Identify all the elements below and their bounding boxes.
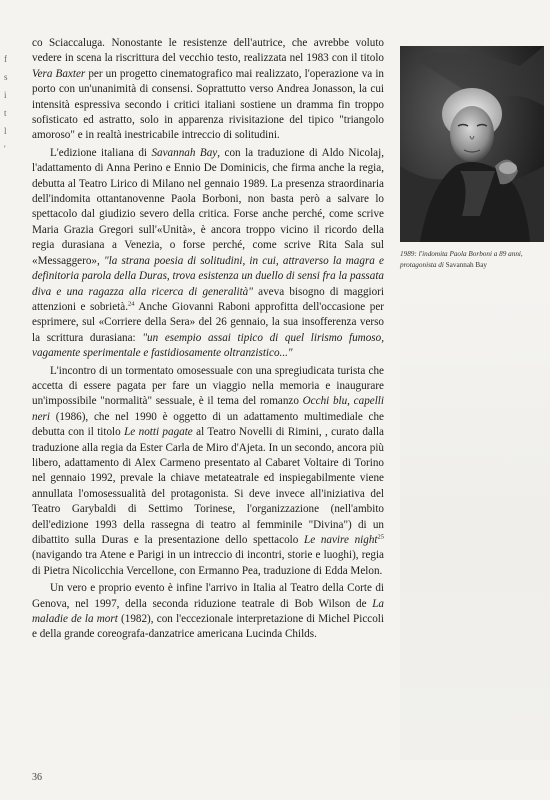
italic-run: Occhi blu, capelli neri [32, 395, 384, 423]
paragraph-p3 [32, 364, 384, 580]
margin-letter: i [4, 90, 7, 100]
paragraph-p2 [32, 146, 384, 362]
text-run: per un progetto cinematografico mai realizzato, l'operazione va in porto con un'unanimità di consensi. Soprattutto verso Andrea Jonasson, la cui intensità espressiva secondo i critici italiani sostiene un dramma fin troppo sofisticato ed astratto, solo in apparenza rivisitazione del tipico "triangolo amoroso" e in realtà inestricabile intreccio di solitudini. [32, 67, 384, 142]
italic-run: "un esempio assai tipico di quel lirismo fumoso, vagamente sperimentale e fastidiosamente oltranzistico..." [32, 331, 384, 360]
margin-letters [4, 50, 16, 158]
right-margin-blank [400, 290, 550, 760]
margin-letter: t [4, 108, 7, 118]
margin-letter: f [4, 54, 7, 64]
text-run: (1982), con l'eccezionale interpretazione di Michel Piccoli e della grande coreografa-danzatrice americana Lucinda Childs. [32, 613, 384, 641]
paragraph-p1 [32, 36, 384, 144]
text-run: al Teatro Novelli di Rimini, , curato dalla traduzione alla regia da Ester Carla de Miro d'Ajeta. In un secondo, ancora più libero, adattamento di Alex Carmeno presentato al Cabaret Voltaire di Torino nel gennaio 1992, prevale la chiave metateatrale ed inspiegabilmente viene annullata l'omosessualità del protagonista. Si deve invece all'iniziativa del Teatro Garybaldi di Settimo Torinese, l'organizzazione (nell'ambito dell'edizione 1993 della rassegna di teatro al femminile "Divina") di un dibattito sulla Duras e la presentazione dello spettacolo [32, 426, 384, 546]
text-run: Un vero e proprio evento è infine l'arrivo in Italia al Teatro della Corte di Genova, nel 1997, della seconda riduzione teatrale di Bob Wilson de [32, 582, 384, 610]
footnote-ref: 25 [377, 533, 384, 541]
italic-run: Vera Baxter [32, 67, 86, 80]
caption-title-text: Savannah Bay [445, 260, 487, 269]
text-run: co Sciaccaluga. Nonostante le resistenze dell'autrice, che avrebbe voluto vedere in scena la riscrittura del vecchio testo, realizzata nel 1983 con il titolo [32, 37, 384, 65]
text-run: L'incontro di un tormentato omosessuale con una spregiudicata turista che accetta di essere pagata per fare un viaggio nella memoria e inaugurare un'impossibile "normalità" sessuale, è il tema del romanzo [32, 364, 384, 408]
text-run: Anche Giovanni Raboni approfitta dell'occasione per esprimere, sul «Corriere della Sera» del 26 gennaio, la sua insofferenza verso la scrittura durasiana: [32, 300, 384, 344]
margin-letter: ' [4, 144, 6, 154]
body-text [32, 36, 384, 643]
italic-run: "la strana poesia di solitudini, in cui, attraverso la magra e definitoria parola della Duras, trova esistenza un duello di sensi fra la passata diva e una ragazza alla ricerca di generalità" [32, 254, 384, 298]
margin-letter: l [4, 126, 7, 136]
italic-run: Savannah Bay [151, 146, 218, 159]
photo-caption [400, 249, 546, 270]
italic-run: La maladie de la mort [32, 597, 384, 626]
italic-run: Le notti pagate [124, 426, 193, 439]
caption-italic-text: 1989: l'indomita Paola Borboni a 89 anni, protagonista di [400, 250, 523, 269]
text-run: (navigando tra Atene e Parigi in un intreccio di incontri, storie e luoghi), regia di Pietra Nicolicchia Vercellone, con Ermanno Pea, traduzione di Edda Melon. [32, 549, 384, 577]
portrait-image [400, 46, 544, 242]
text-run: (1986), che nel 1990 è oggetto di un adattamento multimediale che debutta con il titolo [32, 410, 384, 439]
footnote-ref: 24 [128, 300, 135, 308]
portrait-photo [400, 46, 544, 242]
italic-run: Le navire night [304, 534, 378, 546]
text-run: L'edizione italiana di [50, 146, 152, 159]
margin-letter: s [4, 72, 8, 82]
paragraph-p4 [32, 581, 384, 643]
text-run: aveva bisogno di maggiori attenzioni e sobrietà. [32, 285, 384, 313]
text-run: , con la traduzione di Aldo Nicolaj, l'adattamento di Anna Perino e Ennio De Dominicis, che firma anche la regia, debutta al Teatro Lirico di Milano nel gennaio 1989. La presenza straordinaria dell'indomita ottantanovenne Paola Borboni, non basta però a salvare lo spettacolo dal giudizio severo della critica. Forse anche perché, come scrive Maria Grazia Gregori sull'«Unità», è ancora troppo vicino il ricordo della regia durasiana a Venezia, o forse perché, come scrive Rita Sala sul «Messaggero», [32, 146, 384, 267]
page-number: 36 [32, 772, 42, 783]
